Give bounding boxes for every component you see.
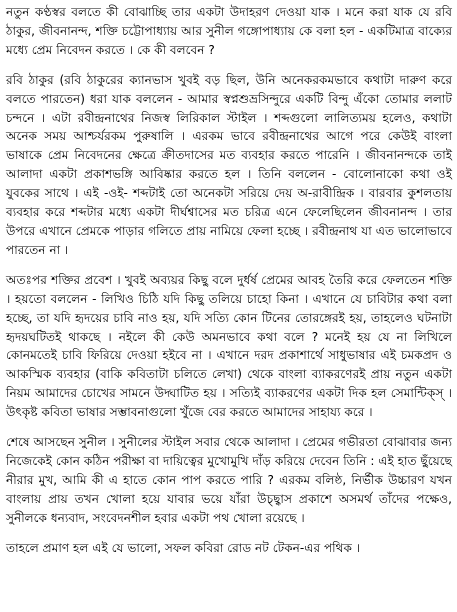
paragraph-shakti: অতঃপর শক্তির প্রবেশ । খুবই অব্যয়র কিছু বলে দুর্ধর্ষ প্রেমের আবহ তৈরি করে ফেলতেন শক্তি । হয়তো বললেন - লিখিও চিঠি যদি কিছু তলিয়ে চাহো কিনা । এখানে যে চাবিটার কথা বলা হচ্ছে, তা যদি হৃদয়ের চাবি নাও হয়, যদি সত্যি কোন টিনের তোরঙ্গেরই হয়, তাহলেও ঘটনাটা হৃদয়ঘটিতই থাকছে । নইলে কী কেউ অমনভাবে কথা বলে ? মনেই হয় যে না লিখিলে কোনমতেই চাবি ফিরিয়ে দেওয়া হইবে না । এখানে দরদ প্রকাশার্থে সাধুভাষার এই চমকপ্রদ ও আকস্মিক ব্যবহার (বাকি কবিতাটা চলিতে লেখা) থেকে বাংলা ব্যাকরণেরই প্রায় নতুন একটা নিয়ম আমাদের চোখের সামনে উদ্ঘাটিত হয় । সত্যিই ব্যাকরণের একটা দিক হল সেমান্টিক্স্ । উৎকৃষ্ট কবিতা ভাষার সম্ভাবনাগুলো খুঁজে বের করতে আমাদের সাহায্য করে ।	[6, 272, 452, 420]
paragraph-conclusion: তাহলে প্রমাণ হল এই যে ভালো, সফল কবিরা রোড নট টেকন-এর পথিক ।	[6, 540, 361, 555]
paragraph-rabi-thakur: রবি ঠাকুর (রবি ঠাকুরের ক্যানভাস খুবই বড় ছিল, উনি অনেকরকমভাবে কথাটা দারুণ করে বলতে পারতেন) ধরা যাক বললেন - আমার স্বপ্নশুভ্রসিন্দুরে একটি বিন্দু এঁকো তোমার ললাট চন্দনে । এটা রবীন্দ্রনাথের নিজস্ব লিরিকাল স্টাইল । শব্দগুলো লালিত্যময় হলেও, কথাটা অনেক সময় আশ্চর্যরকম পুরুষালি । এরকম ভাবে রবীন্দ্রনাথের আগে পরে কেউই বাংলা ভাষাকে প্রেম নিবেদনের ক্ষেত্রে ক্রীতদাসের মত ব্যবহার করতে পারেনি । জীবনানন্দকে তাই আলাদা একটা প্রকাশভঙ্গি আবিষ্কার করতে হল । তিনি বললেন - বোলোনাকো কথা ওই যুবকের সাথে । এই -ওই- শব্দটাই তো অনেকটা সরিয়ে দেয় অ-রাবীন্দ্রিক । বারবার কুশলতায় ব্যবহার করে শব্দটার মধ্যে একটা দীর্ঘশ্বাসের মত চরিত্র এনে ফেলেছিলেন জীবনানন্দ । তার উপরে এখানে প্রেমকে পাড়ার গলিতে প্রায় নামিয়ে ফেলা হচ্ছে । রবীন্দ্রনাথ যা এত ভালোভাবে পারতেন না ।	[6, 72, 452, 257]
paragraph-sunil: শেষে আসছেন সুনীল । সুনীলের স্টাইল সবার থেকে আলাদা । প্রেমের গভীরতা বোঝাবার জন্য নিজেকেই কোন কঠিন পরীক্ষা বা দায়িত্বের মুখোমুখি দাঁড় করিয়ে দেবেন তিনি : এই হাত ছুঁয়েছে নীরার মুখ, আমি কী এ হাতে কোন পাপ করতে পারি ? এরকম বলিষ্ঠ, নির্ভীক উচ্চারণ যখন বাংলায় প্রায় তখন খোলা হয়ে যাবার ভয়ে যাঁরা উচ্ছ্বাস প্রকাশে অসমর্থ তাঁদের পক্ষেও, সুনীলকে ধন্যবাদ, সংবেদনশীল হবার একটা পথ খোলা রয়েছে ।	[6, 435, 452, 525]
paragraph-example-intro: নতুন কণ্ঠস্বর বলতে কী বোঝাচ্ছি তার একটা উদাহরণ দেওয়া যাক । মনে করা যাক যে রবি ঠাকুর, জীবনানন্দ, শক্তি চট্টোপাধ্যায় আর সুনীল গঙ্গোপাধ্যায় কে বলা হল - একটিমাত্র বাক্যের মধ্যে প্রেম নিবেদন করতে । কে কী বলবেন ?	[6, 5, 452, 57]
